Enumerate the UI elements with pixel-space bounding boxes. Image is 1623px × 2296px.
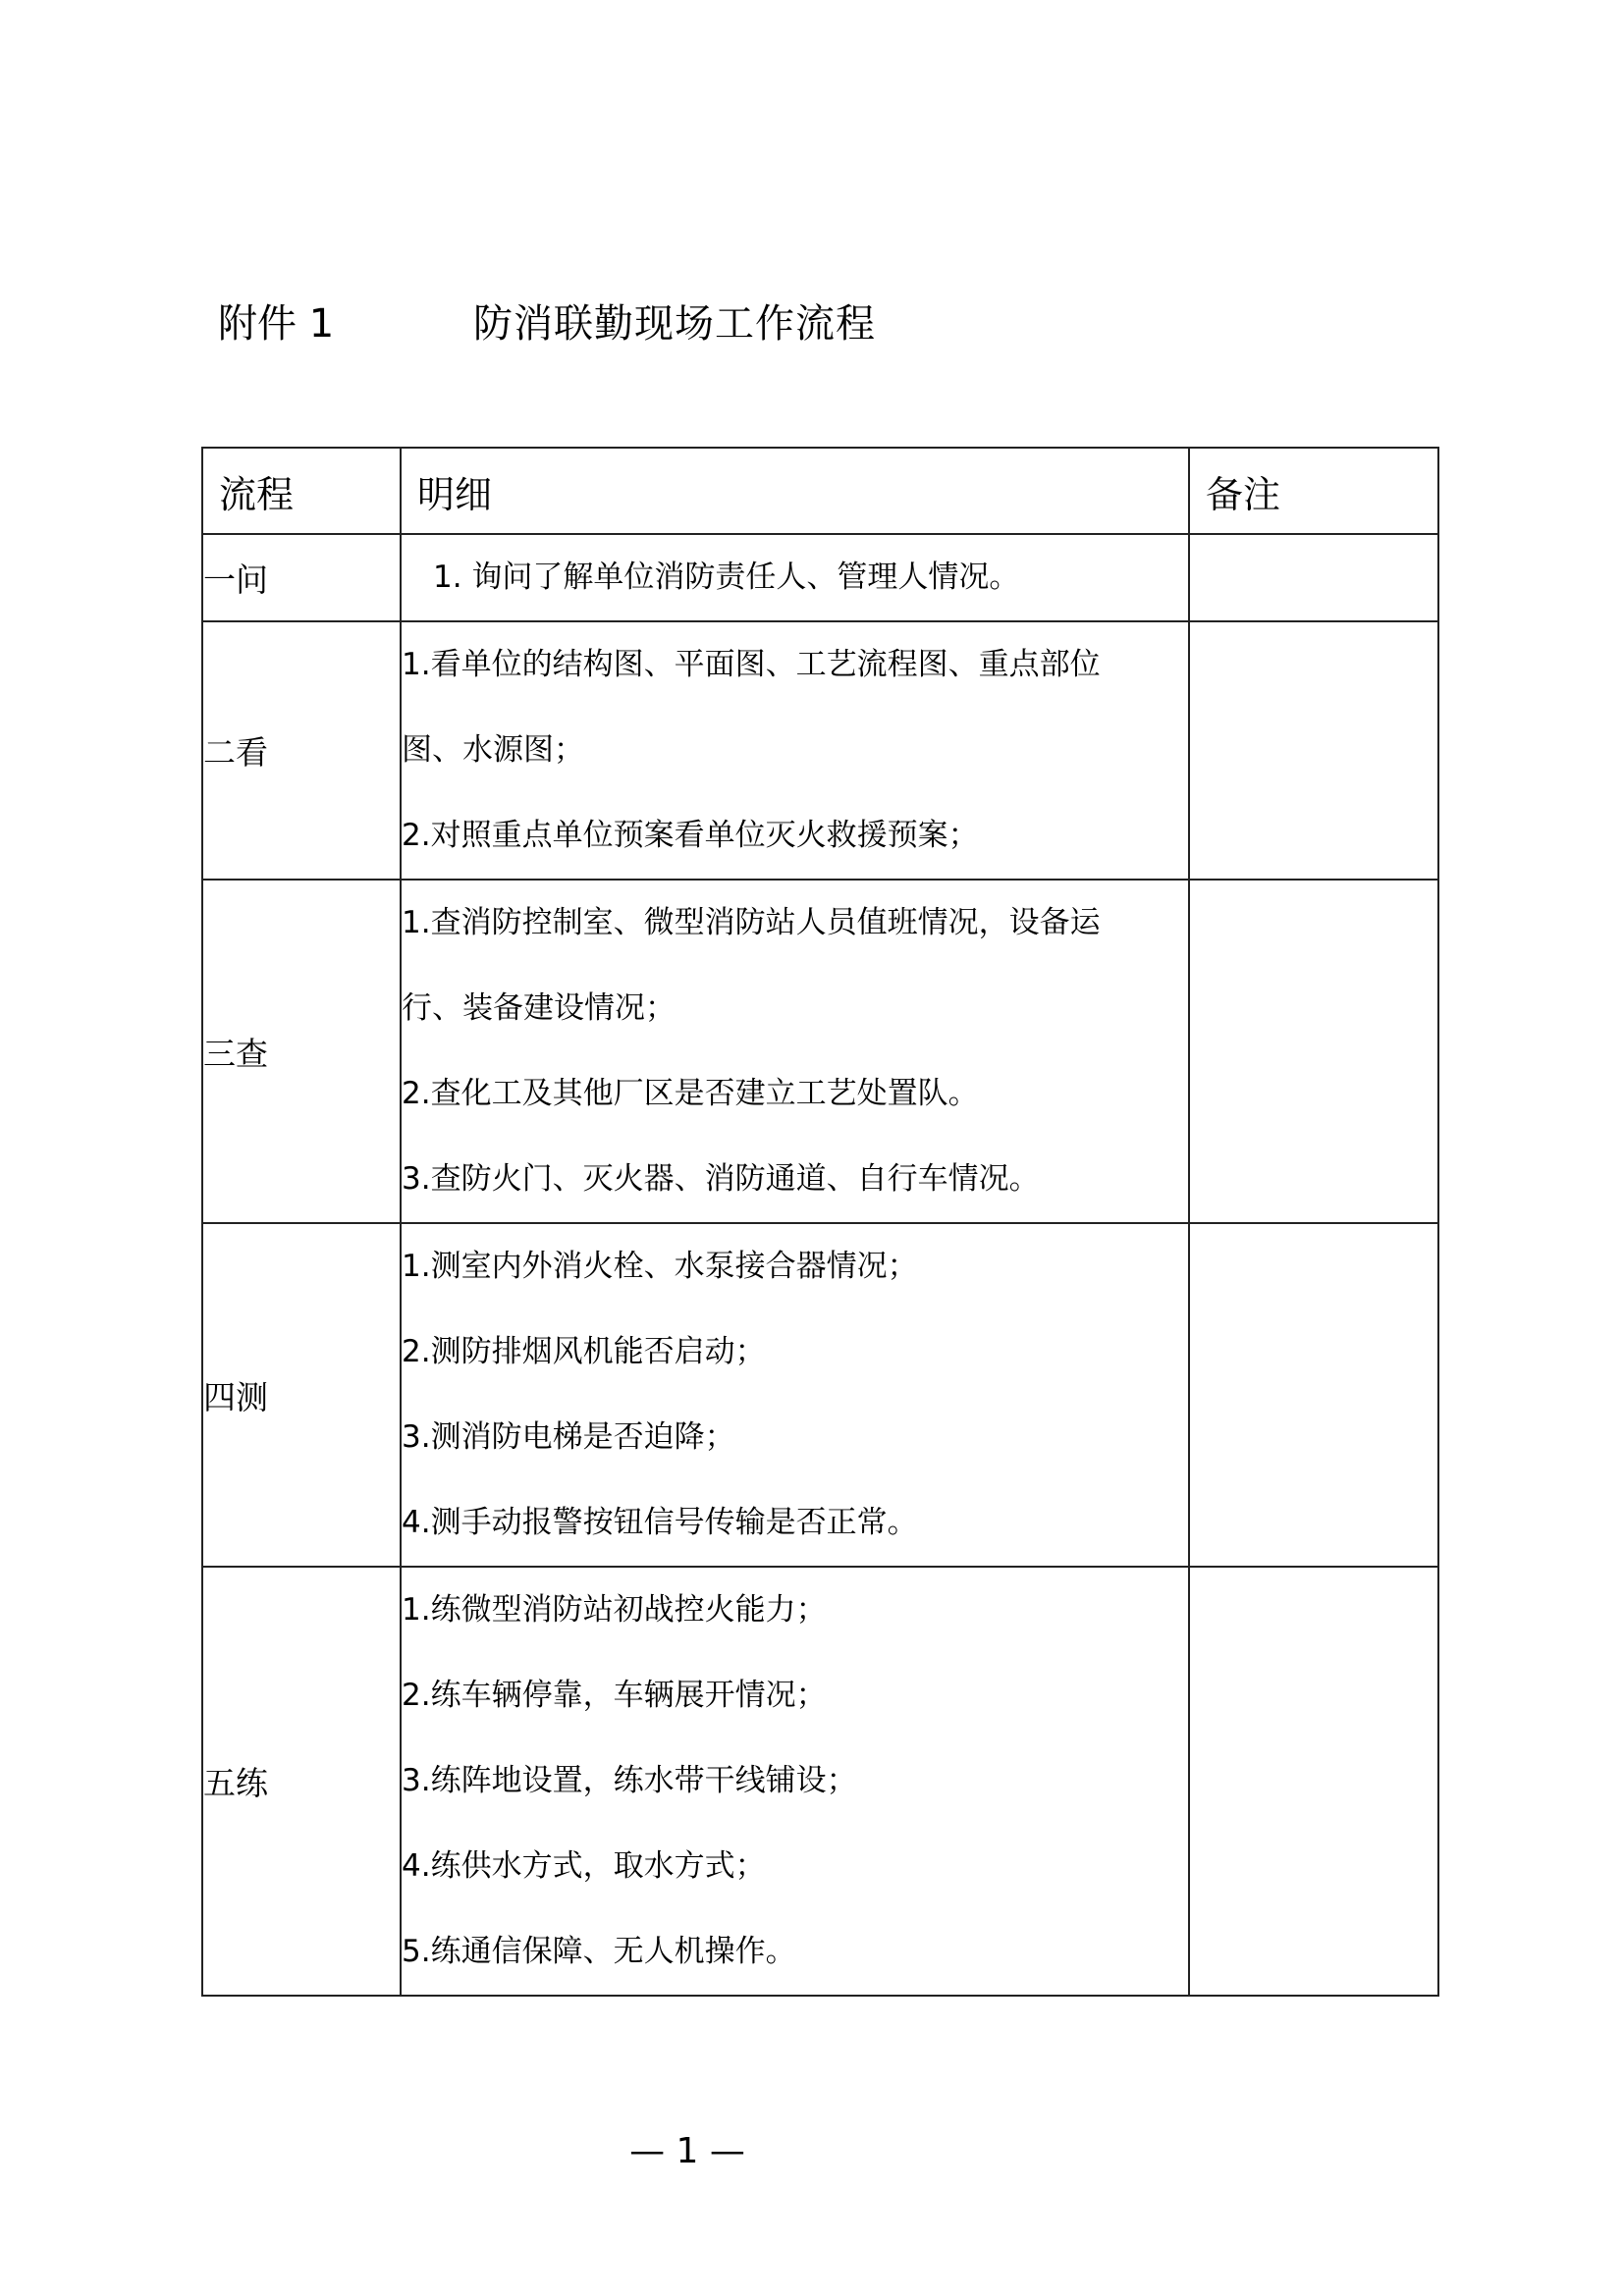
detail-cell (401, 534, 1189, 621)
detail-line: 1.测室内外消火栓、水泵接合器情况； (402, 1249, 918, 1284)
page-title: 防消联勤现场工作流程 (473, 301, 876, 347)
step-cell: 三查 (202, 880, 401, 1223)
detail-line: 2.查化工及其他厂区是否建立工艺处置队。 (402, 1076, 979, 1111)
detail-line: 3.测消防电梯是否迫降； (402, 1419, 735, 1455)
note-cell (1189, 534, 1438, 621)
detail-line: 3.查防火门、灭火器、消防通道、自行车情况。 (402, 1161, 1040, 1197)
detail-line: 图、水源图； (402, 732, 584, 768)
detail-cell (401, 1223, 1189, 1567)
detail-line: 3.练阵地设置，练水带干线铺设； (402, 1763, 857, 1798)
detail-line: 4.练供水方式，取水方式； (402, 1848, 766, 1884)
note-cell (1189, 1223, 1438, 1567)
detail-line: 2.练车辆停靠，车辆展开情况； (402, 1678, 827, 1713)
detail-line: 5.练通信保障、无人机操作。 (402, 1934, 796, 1969)
column-header-step: 流程 (202, 448, 401, 534)
column-header-detail: 明细 (401, 448, 1189, 534)
detail-line: 1.看单位的结构图、平面图、工艺流程图、重点部位 (402, 647, 1101, 682)
detail-line: 2.对照重点单位预案看单位灭火救援预案； (402, 818, 979, 853)
step-cell: 五练 (202, 1567, 401, 1996)
step-cell: 四测 (202, 1223, 401, 1567)
table-row (202, 534, 1438, 621)
table-row (202, 621, 1438, 880)
note-cell (1189, 621, 1438, 880)
table-row (202, 1223, 1438, 1567)
table-row (202, 1567, 1438, 1996)
column-header-note: 备注 (1189, 448, 1438, 534)
detail-cell (401, 880, 1189, 1223)
workflow-table (201, 447, 1439, 1997)
attachment-label: 附件 1 (218, 301, 335, 347)
detail-line: 4.测手动报警按钮信号传输是否正常。 (402, 1505, 918, 1540)
detail-line: 2.测防排烟风机能否启动； (402, 1334, 766, 1369)
detail-cell (401, 621, 1189, 880)
page-number: — 1 — (629, 2131, 745, 2171)
step-cell: 二看 (202, 621, 401, 880)
note-cell (1189, 880, 1438, 1223)
detail-line: 1. 询问了解单位消防责任人、管理人情况。 (433, 560, 1020, 595)
detail-line: 1.练微型消防站初战控火能力； (402, 1592, 827, 1628)
note-cell (1189, 1567, 1438, 1996)
detail-line: 1.查消防控制室、微型消防站人员值班情况，设备运 (402, 905, 1101, 940)
table-row (202, 880, 1438, 1223)
table-header-row (202, 448, 1438, 534)
step-cell: 一问 (202, 534, 401, 621)
detail-cell (401, 1567, 1189, 1996)
detail-line: 行、装备建设情况； (402, 990, 676, 1026)
